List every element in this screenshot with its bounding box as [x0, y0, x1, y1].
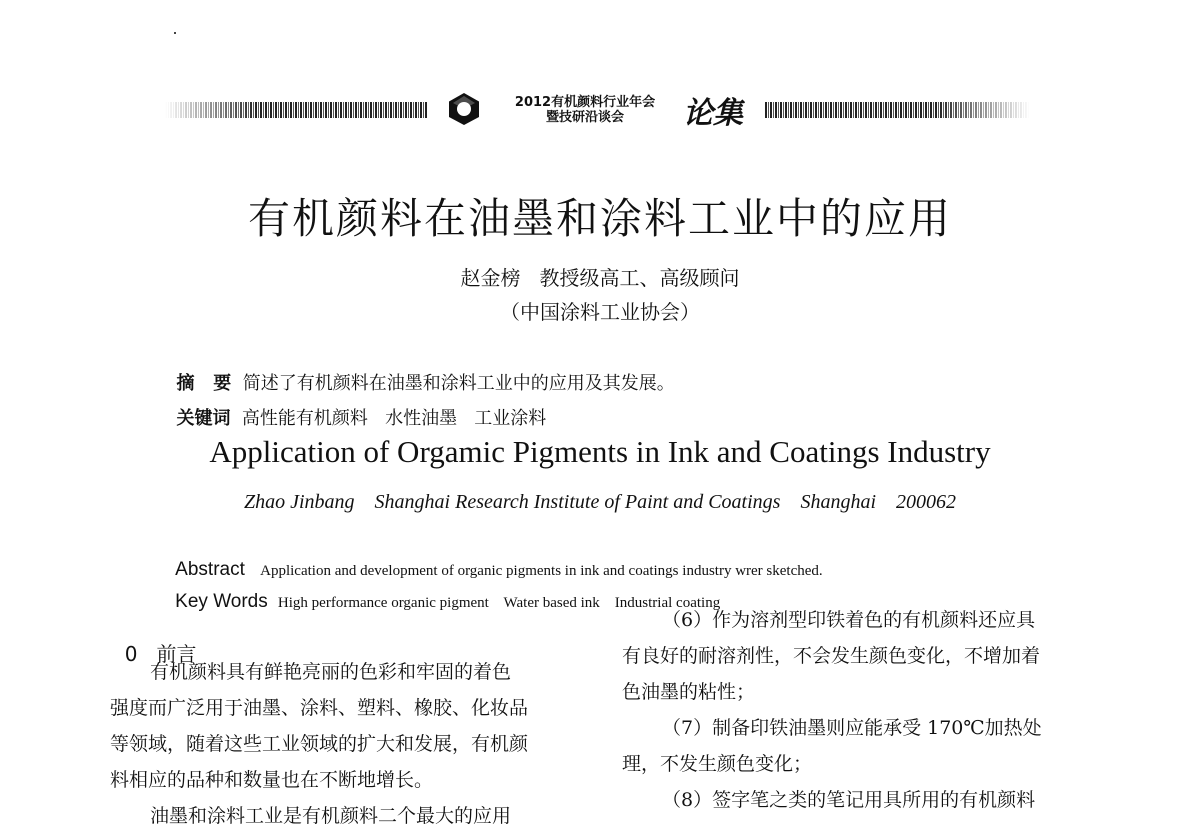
abstract-text-cn: 简述了有机颜料在油墨和涂料工业中的应用及其发展。 [242, 373, 675, 394]
author-en: Zhao Jinbang Shanghai Research Institute of Paint and Coatings Shanghai 200062 [243, 491, 956, 513]
body-line: （7）制备印铁油墨则应能承受 170℃加热处 [662, 717, 1042, 739]
conference-logo-icon [447, 92, 481, 126]
author-cn: 赵金榜 教授级高工、高级顾问 [460, 266, 740, 290]
paper-title-en: Application of Orgamic Pigments in Ink and Coatings Industry [209, 434, 991, 469]
section-number: 0 [124, 642, 138, 666]
body-line: 等领域，随着这些工业领域的扩大和发展，有机颜 [110, 733, 529, 755]
keywords-cn [165, 383, 546, 430]
body-line: 料相应的品种和数量也在不断地增长。 [110, 769, 434, 791]
conference-line-1: 2012有机颜料行业年会 [514, 95, 656, 110]
left-column-body [110, 654, 590, 834]
abstract-label-en: Abstract [175, 559, 245, 580]
keywords-text-en: High performance organic pigment Water based ink Industrial coating [277, 595, 721, 611]
body-line: （6）作为溶剂型印铁着色的有机颜料还应具 [662, 609, 1036, 631]
keywords-label-cn: 关键词 [176, 408, 231, 429]
abstract-text-en: Application and development of organic pigments in ink and coatings industry wrer sketched. [260, 563, 823, 579]
keywords-text-cn: 高性能有机颜料 水性油墨 工业涂料 [241, 408, 547, 429]
body-line: 色油墨的粘性； [622, 681, 756, 703]
section-title: 前言 [156, 642, 197, 666]
body-line: 有良好的耐溶剂性，不会发生颜色变化，不增加着 [622, 645, 1041, 667]
keywords-label-en: Key Words [175, 591, 268, 612]
paper-title-cn: 有机颜料在油墨和涂料工业中的应用 [247, 194, 952, 243]
affiliation-cn: （中国涂料工业协会） [500, 300, 700, 324]
body-line: 油墨和涂料工业是有机颜料二个最大的应用 [150, 805, 512, 827]
body-line: 有机颜料具有鲜艳亮丽的色彩和牢固的着色 [150, 661, 512, 683]
body-line: 理，不发生颜色变化； [622, 753, 813, 775]
conference-name [490, 95, 680, 125]
body-line: 强度而广泛用于油墨、涂料、塑料、橡胶、化妆品 [110, 697, 529, 719]
right-column-body [622, 602, 1102, 818]
speck [174, 32, 176, 34]
header-band-right [765, 102, 1030, 118]
header-band-left [165, 102, 427, 118]
conference-line-2: 暨技研沿谈会 [545, 110, 624, 125]
abstract-label-cn: 摘 要 [176, 373, 232, 394]
collection-label: 论集 [683, 96, 743, 131]
body-line: （8）签字笔之类的笔记用具所用的有机颜料 [662, 789, 1036, 811]
